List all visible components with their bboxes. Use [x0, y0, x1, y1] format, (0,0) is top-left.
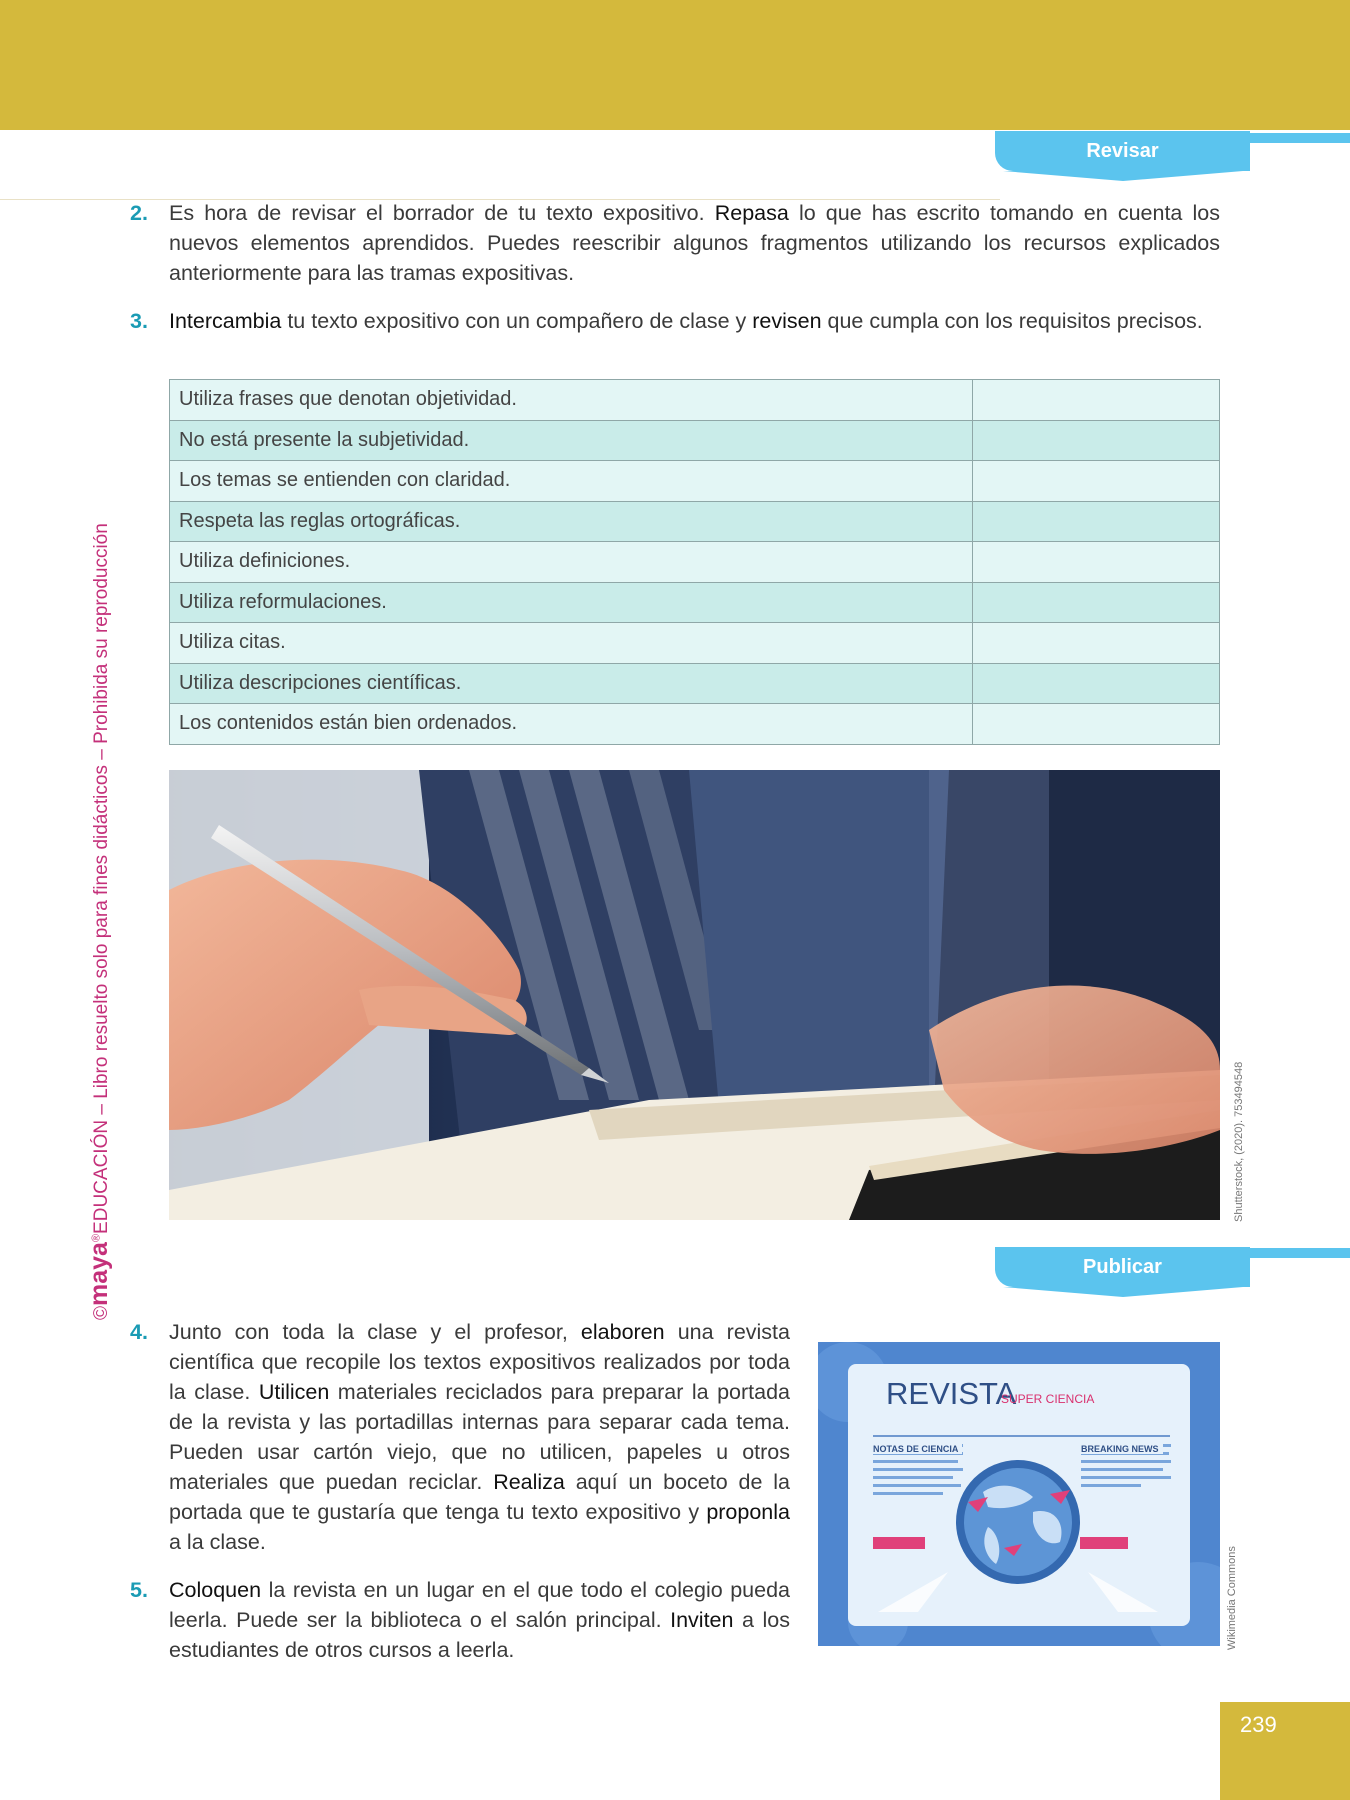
item-5 — [130, 1575, 790, 1665]
criterion-cell: No está presente la subjetividad. — [170, 420, 973, 461]
item-text: Coloquen la revista en un lugar en el que todo el colegio pueda leerla. Puede ser la biblioteca o el salón principal. Inviten a los estudiantes de otros cursos a leerla. — [169, 1578, 790, 1662]
table-row — [170, 623, 1220, 664]
check-cell[interactable] — [973, 380, 1220, 421]
item-text: Es hora de revisar el borrador de tu texto expositivo. Repasa lo que has escrito tomando en cuenta los nuevos elementos aprendidos. Puedes reescribir algunos fragmentos utilizando los recursos explicados anteriormente para las tramas expositivas. — [169, 201, 1220, 285]
check-cell[interactable] — [973, 420, 1220, 461]
check-cell[interactable] — [973, 663, 1220, 704]
criterion-cell: Utiliza citas. — [170, 623, 973, 664]
criterion-cell: Utiliza frases que denotan objetividad. — [170, 380, 973, 421]
magazine-column-left-heading: NOTAS DE CIENCIA — [873, 1444, 962, 1454]
magazine-title: REVISTA — [886, 1376, 1017, 1411]
item-text: Junto con toda la clase y el profesor, elaboren una revista científica que recopile los textos expositivos realizados por toda la clase. Utilicen materiales reciclados para preparar la portada de la revista y las portadillas internas para separar cada tema. Pueden usar cartón viejo, que no utilicen, papeles u otros materiales que puedan reciclar. Realiza aquí un boceto de la portada que te gustaría que tenga tu texto expositivo y proponla a la clase. — [169, 1320, 790, 1554]
page-number: 239 — [1240, 1712, 1277, 1737]
table-row — [170, 380, 1220, 421]
magazine-subtitle: SUPER CIENCIA — [1001, 1392, 1095, 1406]
magazine-credit: Wikimedia Commons — [1226, 1546, 1238, 1650]
criterion-cell: Los contenidos están bien ordenados. — [170, 704, 973, 745]
photo-credit: Shutterstock, (2020). 753494548 — [1233, 1061, 1245, 1222]
check-cell[interactable] — [973, 582, 1220, 623]
check-cell[interactable] — [973, 461, 1220, 502]
writing-hand-photo — [169, 770, 1220, 1220]
criterion-cell: Los temas se entienden con claridad. — [170, 461, 973, 502]
magazine-cover-image — [818, 1342, 1220, 1646]
criterion-cell: Utiliza descripciones científicas. — [170, 663, 973, 704]
check-cell[interactable] — [973, 501, 1220, 542]
item-text: Intercambia tu texto expositivo con un compañero de clase y revisen que cumpla con los requisitos precisos. — [169, 309, 1203, 333]
item-number: 3. — [130, 309, 148, 333]
side-copyright-banner — [85, 523, 114, 1320]
item-3 — [130, 306, 1220, 336]
criterion-cell: Utiliza definiciones. — [170, 542, 973, 583]
review-section-label: Revisar — [1086, 139, 1159, 162]
item-number: 5. — [130, 1578, 148, 1602]
table-row — [170, 542, 1220, 583]
table-row — [170, 582, 1220, 623]
table-row — [170, 704, 1220, 745]
criterion-cell: Utiliza reformulaciones. — [170, 582, 973, 623]
item-number: 4. — [130, 1320, 148, 1344]
table-row — [170, 461, 1220, 502]
table-row — [170, 420, 1220, 461]
publish-tab-line — [1250, 1248, 1350, 1258]
publish-section-label: Publicar — [1083, 1255, 1162, 1278]
review-tab-line — [1250, 133, 1350, 143]
page-number-box — [1220, 1702, 1350, 1800]
side-banner-text: EDUCACIÓN – Libro resuelto solo para fines didácticos – Prohibida su reproducción — [91, 523, 112, 1234]
review-checklist-table — [169, 379, 1220, 745]
table-row — [170, 663, 1220, 704]
top-color-band — [0, 0, 1350, 130]
check-cell[interactable] — [973, 704, 1220, 745]
copyright-symbol: © — [91, 1306, 112, 1320]
publish-section-tab — [995, 1247, 1250, 1287]
registered-symbol: ® — [90, 1233, 103, 1243]
table-row — [170, 501, 1220, 542]
brand-logo: maya — [85, 1242, 113, 1306]
review-section-tab — [995, 131, 1250, 171]
check-cell[interactable] — [973, 623, 1220, 664]
item-number: 2. — [130, 201, 148, 225]
item-2 — [130, 198, 1220, 288]
item-4 — [130, 1317, 790, 1557]
magazine-column-right-heading: BREAKING NEWS — [1081, 1444, 1163, 1454]
criterion-cell: Respeta las reglas ortográficas. — [170, 501, 973, 542]
check-cell[interactable] — [973, 542, 1220, 583]
